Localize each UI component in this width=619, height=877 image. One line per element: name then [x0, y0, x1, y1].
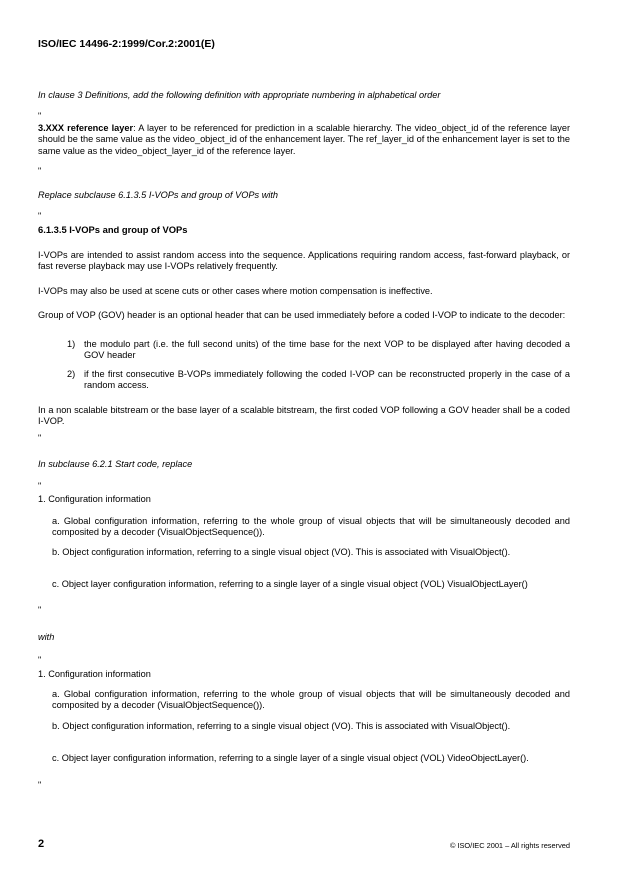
- with-label: with: [38, 632, 55, 642]
- quote-mark: ": [38, 605, 42, 615]
- quote-mark: ": [38, 211, 42, 221]
- subclause-heading: 6.1.3.5 I-VOPs and group of VOPs: [38, 224, 188, 235]
- config-item-a: a. Global configuration information, referring to the whole group of visual objects that will be simultaneously decoded and composited by a decoder (VisualObjectSequence()).: [52, 689, 570, 711]
- instruction-start-code: In subclause 6.2.1 Start code, replace: [38, 459, 193, 469]
- config-item-b: b. Object configuration information, referring to a single visual object (VO). This is associated with VisualObject().: [52, 547, 511, 557]
- config-item-c: c. Object layer configuration information, referring to a single layer of a single visual object (VOL) VisualObjectLayer(): [52, 579, 528, 589]
- config-item-a: a. Global configuration information, referring to the whole group of visual objects that will be simultaneously decoded and composited by a decoder (VisualObjectSequence()).: [52, 516, 570, 538]
- list-item-number: 2): [67, 369, 76, 379]
- paragraph-ivops-purpose: I-VOPs are intended to assist random access into the sequence. Applications requiring random access, fast-forward playback, or fast reverse playback may use I-VOPs relatively frequently.: [38, 250, 570, 272]
- config-info-title: 1. Configuration information: [38, 494, 151, 504]
- document-id: ISO/IEC 14496-2:1999/Cor.2:2001(E): [38, 38, 215, 50]
- config-info-title: 1. Configuration information: [38, 669, 151, 679]
- page-number: 2: [38, 838, 45, 850]
- config-item-b: b. Object configuration information, referring to a single visual object (VO). This is associated with VisualObject().: [52, 721, 511, 731]
- definition-reference-layer: [38, 123, 570, 157]
- paragraph-non-scalable: In a non scalable bitstream or the base layer of a scalable bitstream, the first coded VOP following a GOV header shall be a coded I-VOP.: [38, 405, 570, 427]
- list-item: if the first consecutive B-VOPs immediately following the coded I-VOP can be reconstructed properly in the case of a random access.: [84, 369, 570, 391]
- quote-mark: ": [38, 481, 42, 491]
- instruction-replace-subclause: Replace subclause 6.1.3.5 I-VOPs and group of VOPs with: [38, 190, 279, 200]
- quote-mark: ": [38, 111, 42, 121]
- quote-mark: ": [38, 780, 42, 790]
- instruction-definitions: In clause 3 Definitions, add the following definition with appropriate numbering in alphabetical order: [38, 90, 441, 100]
- quote-mark: ": [38, 166, 42, 176]
- list-item-number: 1): [67, 339, 76, 349]
- definition-text: : A layer to be referenced for prediction in a scalable hierarchy. The video_object_id of the reference layer should be the same value as the video_object_id of the enhancement layer. The ref_layer_id of the enhancement layer is set to the same value as the video_object_layer_id of the reference layer.: [38, 123, 570, 156]
- quote-mark: ": [38, 433, 42, 443]
- quote-mark: ": [38, 655, 42, 665]
- copyright-notice: © ISO/IEC 2001 – All rights reserved: [449, 841, 570, 850]
- definition-term: 3.XXX reference layer: [38, 123, 134, 133]
- config-item-c: c. Object layer configuration information, referring to a single layer of a single visual object (VOL) VideoObjectLayer().: [52, 753, 529, 763]
- paragraph-gov-header: Group of VOP (GOV) header is an optional header that can be used immediately before a coded I-VOP to indicate to the decoder:: [38, 310, 566, 320]
- paragraph-ivops-scene-cuts: I-VOPs may also be used at scene cuts or other cases where motion compensation is ineffective.: [38, 286, 433, 296]
- list-item: the modulo part (i.e. the full second units) of the time base for the next VOP to be displayed after having decoded a GOV header: [84, 339, 570, 361]
